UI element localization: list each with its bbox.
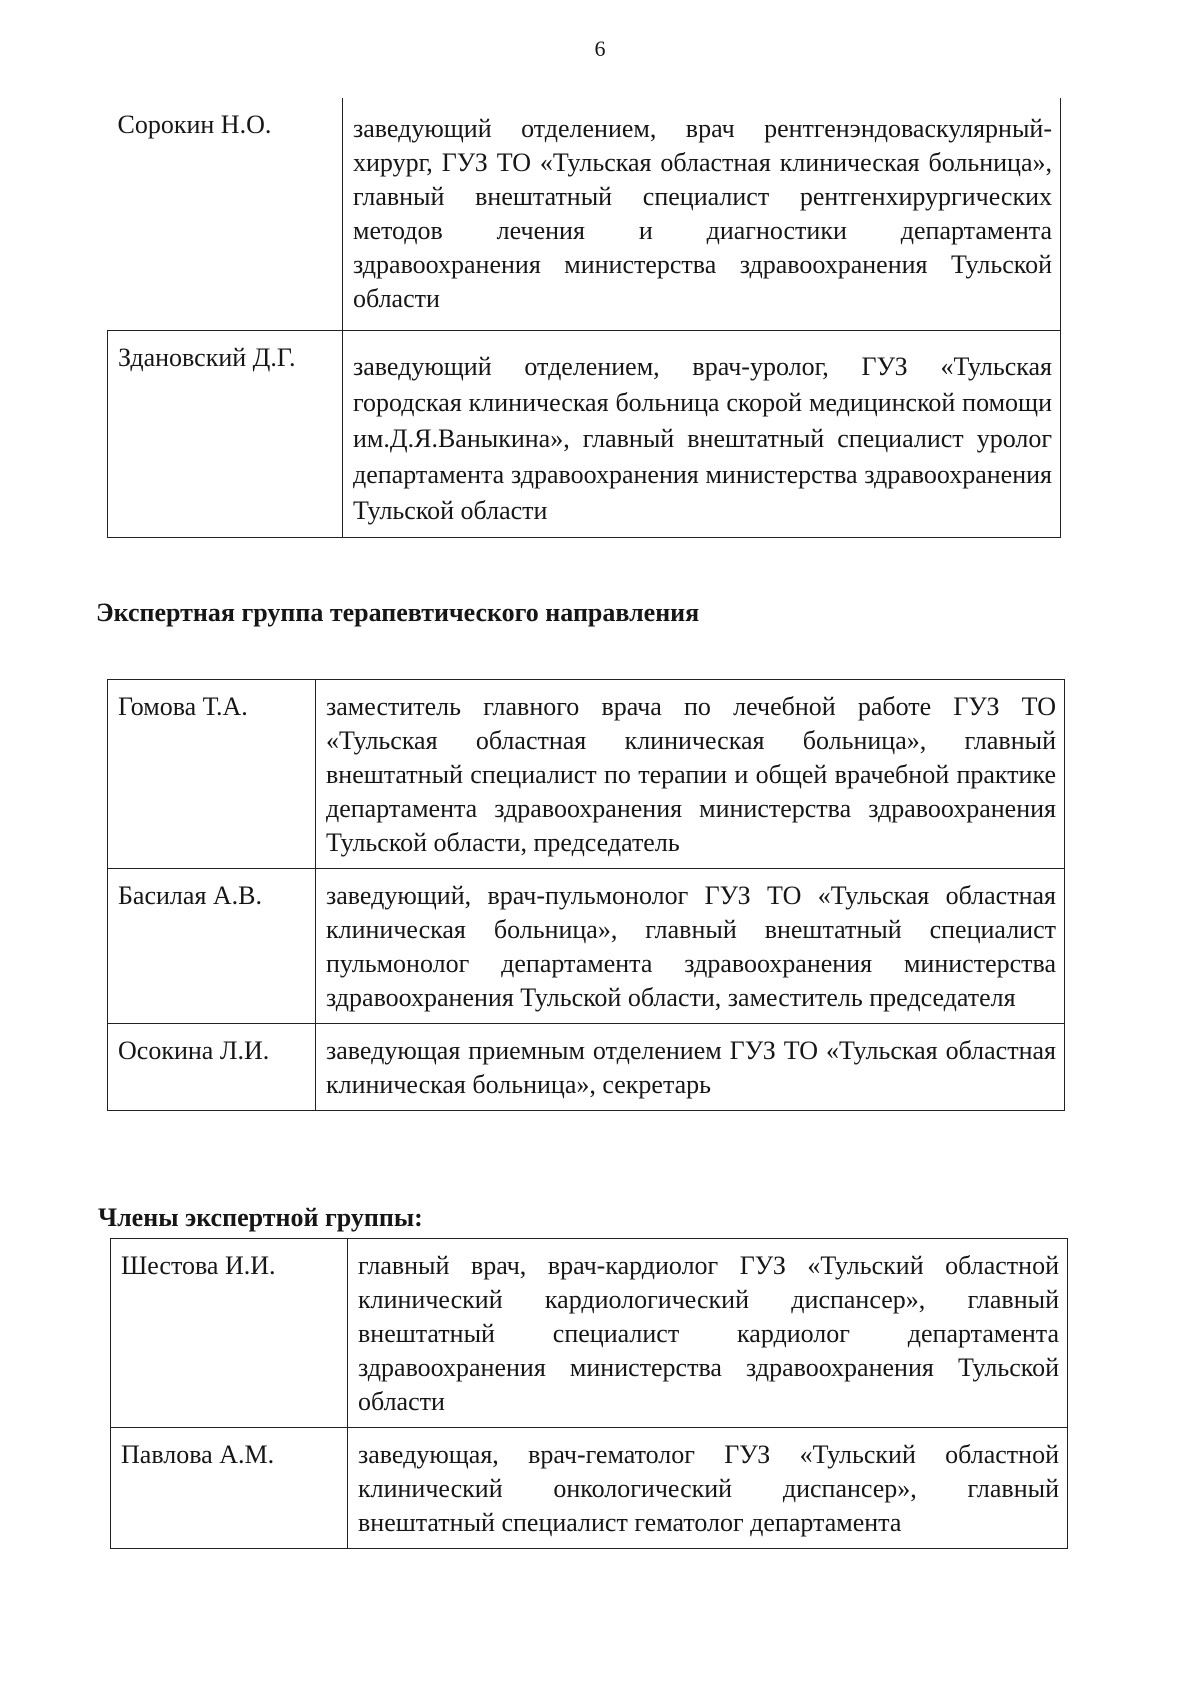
table-row [108,331,1061,538]
section-heading-therapeutic: Экспертная группа терапевтического направления [96,598,700,627]
table-row [108,98,1061,331]
member-description: заведующая, врач-гематолог ГУЗ «Тульский областной клинический онкологический диспансер», главный внештатный специалист гематолог департамента [348,1428,1068,1549]
member-name: Павлова А.М. [111,1428,348,1549]
members-table-experts [110,1238,1068,1549]
members-table-top [107,98,1061,538]
table-row [111,1428,1068,1549]
table-row [108,869,1065,1024]
page-number: 6 [594,36,606,61]
member-name: Басилая А.В. [108,869,316,1024]
member-description: заведующий, врач-пульмонолог ГУЗ ТО «Тульская областная клиническая больница», главный внештатный специалист пульмонолог департамента здравоохранения министерства здравоохранения Тульской области, заместитель председателя [316,869,1065,1024]
member-description: заместитель главного врача по лечебной работе ГУЗ ТО «Тульская областная клиническая больница», главный внештатный специалист по терапии и общей врачебной практике департамента здравоохранения министерства здравоохранения Тульской области, председатель [316,680,1065,869]
member-name: Гомова Т.А. [108,680,316,869]
member-description: главный врач, врач-кардиолог ГУЗ «Тульский областной клинический кардиологический диспансер», главный внештатный специалист кардиолог департамента здравоохранения министерства здравоохранения Тульской области [348,1239,1068,1428]
member-description: заведующий отделением, врач-уролог, ГУЗ «Тульская городская клиническая больница скорой медицинской помощи им.Д.Я.Ваныкина», главный внештатный специалист уролог департамента здравоохранения министерства здравоохранения Тульской области [343,331,1061,538]
table-row [108,1024,1065,1111]
member-name: Шестова И.И. [111,1239,348,1428]
section-heading-members: Члены экспертной группы: [98,1203,423,1232]
member-description: заведующий отделением, врач рентгенэндоваскулярный-хирург, ГУЗ ТО «Тульская областная клиническая больница», главный внештатный специалист рентгенхирургических методов лечения и диагностики департамента здравоохранения министерства здравоохранения Тульской области [343,98,1061,331]
members-table-therapeutic [107,679,1065,1111]
member-description: заведующая приемным отделением ГУЗ ТО «Тульская областная клиническая больница», секретарь [316,1024,1065,1111]
member-name: Сорокин Н.О. [108,98,343,331]
member-name: Осокина Л.И. [108,1024,316,1111]
table-row [108,680,1065,869]
table-row [111,1239,1068,1428]
member-name: Здановский Д.Г. [108,331,343,538]
